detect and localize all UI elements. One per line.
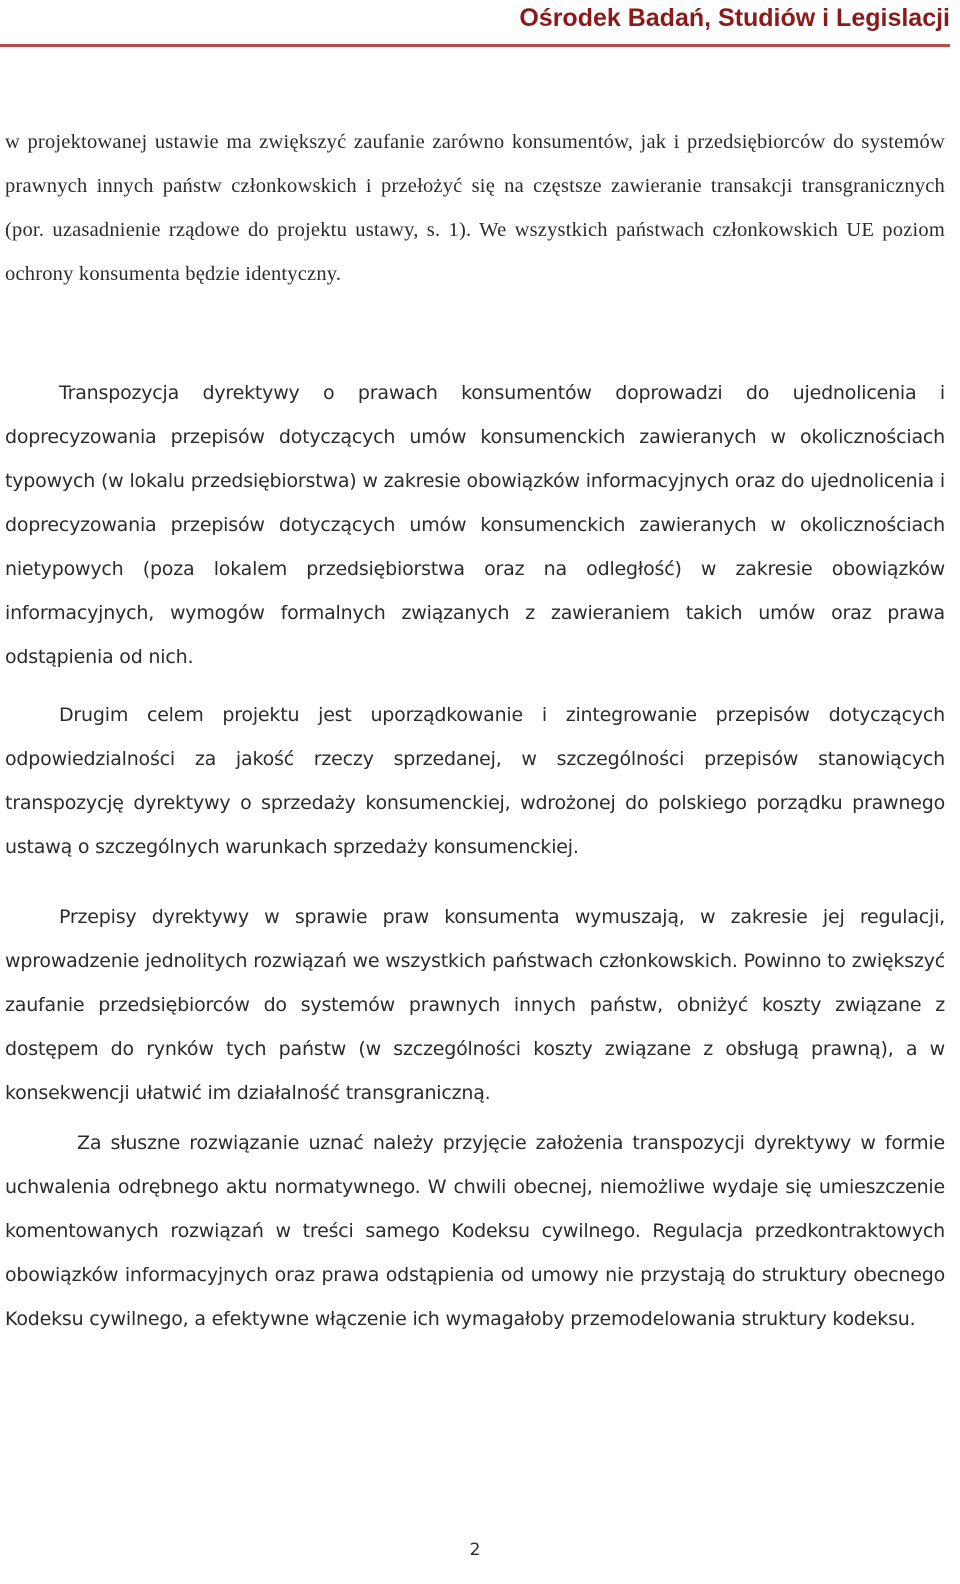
page-header [0, 0, 960, 52]
header-divider [0, 44, 950, 47]
paragraph-conclusion: Za słuszne rozwiązanie uznać należy przyjęcie założenia transpozycji dyrektywy w formie uchwalenia odrębnego aktu normatywnego. W chwili obecnej, niemożliwe wydaje się umieszczenie komentowanych rozwiązań w treści samego Kodeksu cywilnego. Regulacja przedkontraktowych obowiązków informacyjnych oraz prawa odstąpienia od umowy nie przystają do struktury obecnego Kodeksu cywilnego, a efektywne włączenie ich wymagałoby przemodelowania struktury kodeksu. [5, 1132, 945, 1330]
paragraph-transposition: Transpozycja dyrektywy o prawach konsumentów doprowadzi do ujednolicenia i doprecyzowania przepisów dotyczących umów konsumenckich zawieranych w okolicznościach typowych (w lokalu przedsiębiorstwa) w zakresie obowiązków informacyjnych oraz do ujednolicenia i doprecyzowania przepisów dotyczących umów konsumenckich zawieranych w okolicznościach nietypowych (poza lokalem przedsiębiorstwa oraz na odległość) w zakresie obowiązków informacyjnych, wymogów formalnych związanych z zawieraniem takich umów oraz prawa odstąpienia od nich. [5, 382, 945, 668]
document-body [5, 120, 945, 1341]
paragraph-directive-provisions: Przepisy dyrektywy w sprawie praw konsumenta wymuszają, w zakresie jej regulacji, wprowadzenie jednolitych rozwiązań we wszystkich państwach członkowskich. Powinno to zwiększyć zaufanie przedsiębiorców do systemów prawnych innych państw, obniżyć koszty związane z dostępem do rynków tych państw (w szczególności koszty związane z obsługą prawną), a w konsekwencji ułatwić im działalność transgraniczną. [5, 906, 945, 1104]
header-title: Ośrodek Badań, Studiów i Legislacji [519, 4, 950, 32]
paragraph-continuation: w projektowanej ustawie ma zwiększyć zaufanie zarówno konsumentów, jak i przedsiębiorców do systemów prawnych innych państw członkowskich i przełożyć się na częstsze zawieranie transakcji transgranicznych (por. uzasadnienie rządowe do projektu ustawy, s. 1). We wszystkich państwach członkowskich UE poziom ochrony konsumenta będzie identyczny. [5, 131, 945, 285]
page-number: 2 [469, 1540, 481, 1560]
paragraph-second-goal: Drugim celem projektu jest uporządkowanie i zintegrowanie przepisów dotyczących odpowiedzialności za jakość rzeczy sprzedanej, w szczególności przepisów stanowiących transpozycję dyrektywy o sprzedaży konsumenckiej, wdrożonej do polskiego porządku prawnego ustawą o szczególnych warunkach sprzedaży konsumenckiej. [5, 704, 945, 858]
